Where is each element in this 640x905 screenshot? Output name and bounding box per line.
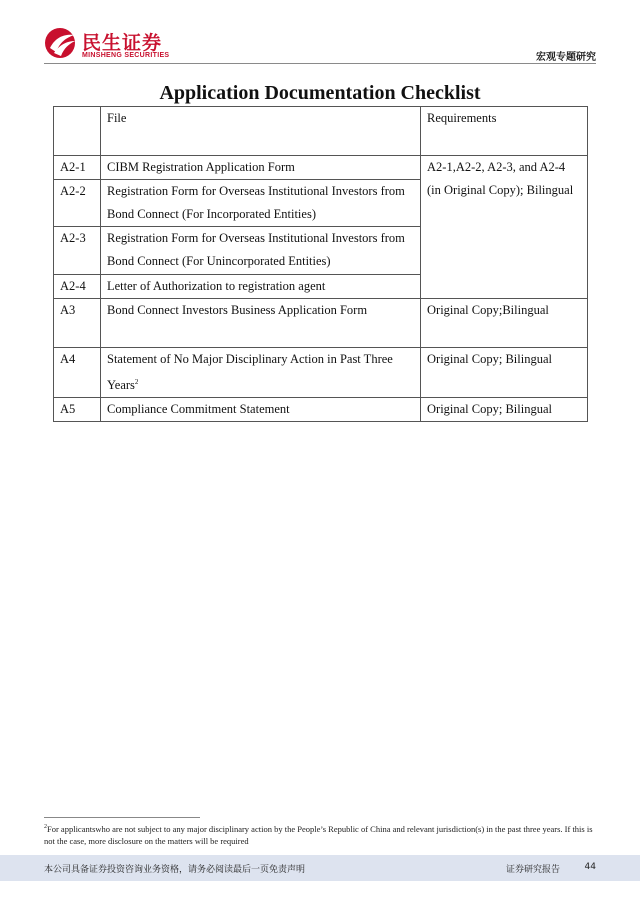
row-file [101, 348, 421, 398]
checklist-table [53, 106, 588, 422]
row-id: A2-2 [54, 180, 101, 227]
header-cell-file: File [101, 107, 421, 156]
row-file-text: Statement of No Major Disciplinary Action in Past Three Years [107, 352, 393, 393]
row-file: Letter of Authorization to registration agent [101, 275, 421, 299]
report-type: 宏观专题研究 [536, 52, 596, 63]
table-row [54, 299, 588, 348]
row-requirement: Original Copy; Bilingual [421, 348, 588, 398]
footnote [44, 821, 596, 847]
page-footer [0, 855, 640, 881]
row-requirement: Original Copy;Bilingual [421, 299, 588, 348]
footnote-divider [44, 817, 200, 818]
row-file: Registration Form for Overseas Institutional Investors from Bond Connect (For Unincorporated Entities) [101, 227, 421, 275]
table-row [54, 398, 588, 422]
row-id: A2-4 [54, 275, 101, 299]
table-row [54, 156, 588, 180]
row-id: A2-3 [54, 227, 101, 275]
page-header [0, 0, 640, 70]
row-requirement: Original Copy; Bilingual [421, 398, 588, 422]
brand-name-cn: 民生证券 [82, 32, 163, 54]
header-divider [44, 63, 596, 64]
brand-logo [44, 26, 174, 66]
page-title: Application Documentation Checklist [159, 82, 481, 104]
row-file: Compliance Commitment Statement [101, 398, 421, 422]
page-number: 44 [584, 862, 596, 872]
group-requirement: A2-1,A2-2, A2-3, and A2-4 (in Original Copy); Bilingual [421, 156, 588, 299]
brand-name-en: MINSHENG SECURITIES [82, 52, 170, 59]
row-file: Bond Connect Investors Business Application Form [101, 299, 421, 348]
row-id: A3 [54, 299, 101, 348]
footnote-text: For applicantswho are not subject to any major disciplinary action by the People’s Republic of China and relevant jurisdiction(s) in the past three years. If this is not the case, more disclosure on the matters will be required [44, 823, 593, 846]
footnote-ref: 2 [134, 378, 139, 386]
brand-emblem-icon [44, 26, 78, 60]
row-id: A4 [54, 348, 101, 398]
row-id: A2-1 [54, 156, 101, 180]
header-cell-requirements: Requirements [421, 107, 588, 156]
row-file: Registration Form for Overseas Institutional Investors from Bond Connect (For Incorporated Entities) [101, 180, 421, 227]
row-file: CIBM Registration Application Form [101, 156, 421, 180]
row-id: A5 [54, 398, 101, 422]
header-cell-id [54, 107, 101, 156]
table-row [54, 348, 588, 398]
footnote-marker: 2 [44, 824, 47, 830]
table-header-row [54, 107, 588, 156]
footer-disclaimer: 本公司具备证券投资咨询业务资格，请务必阅读最后一页免责声明 [44, 865, 306, 875]
footer-label: 证券研究报告 [505, 865, 560, 875]
